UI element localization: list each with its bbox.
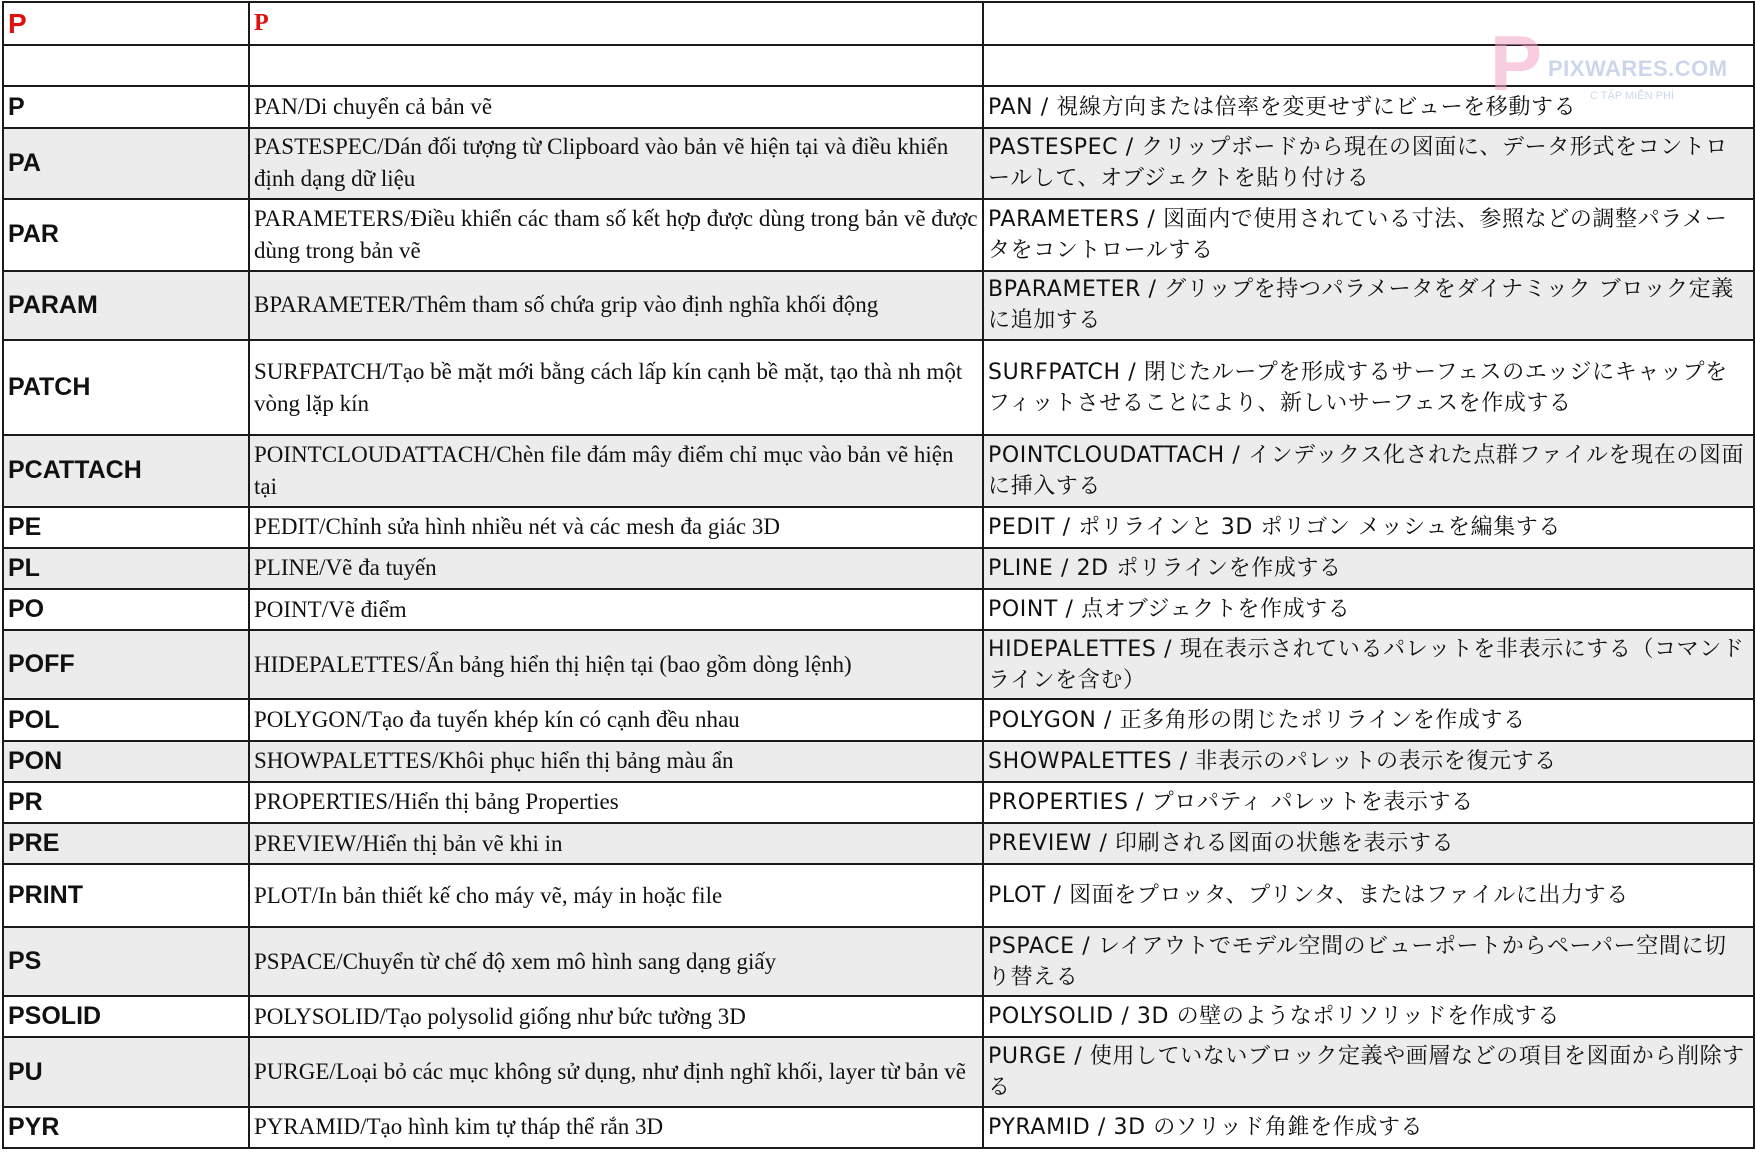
command-shortcut: PS <box>3 927 249 996</box>
table-row <box>3 864 1754 927</box>
japanese-description: PURGE / 使用していないブロック定義や画層などの項目を図面から削除する <box>983 1037 1754 1106</box>
vietnamese-description: PSPACE/Chuyển từ chế độ xem mô hình sang dạng giấy <box>249 927 983 996</box>
table-row <box>3 128 1754 199</box>
vietnamese-description: PAN/Di chuyển cả bản vẽ <box>249 86 983 127</box>
vietnamese-description: SURFPATCH/Tạo bề mặt mới bằng cách lấp kín cạnh bề mặt, tạo thà nh một vòng lặp kín <box>249 340 983 435</box>
vietnamese-description: PARAMETERS/Điều khiển các tham số kết hợp được dùng trong bản vẽ được dùng trong bản vẽ <box>249 199 983 270</box>
command-shortcut: PR <box>3 782 249 823</box>
table-row <box>3 589 1754 630</box>
japanese-description: PYRAMID / 3D のソリッド角錐を作成する <box>983 1107 1754 1148</box>
table-row <box>3 699 1754 740</box>
command-shortcut: POL <box>3 699 249 740</box>
table-row <box>3 86 1754 127</box>
table-row <box>3 927 1754 996</box>
japanese-description: POINT / 点オブジェクトを作成する <box>983 589 1754 630</box>
vietnamese-description: PROPERTIES/Hiển thị bảng Properties <box>249 782 983 823</box>
japanese-description: PREVIEW / 印刷される図面の状態を表示する <box>983 823 1754 864</box>
vietnamese-description: BPARAMETER/Thêm tham số chứa grip vào định nghĩa khối động <box>249 271 983 340</box>
japanese-description: PARAMETERS / 図面内で使用されている寸法、参照などの調整パラメータをコントロールする <box>983 199 1754 270</box>
vietnamese-description: PLINE/Vẽ đa tuyến <box>249 548 983 589</box>
table-row <box>3 741 1754 782</box>
vietnamese-description: SHOWPALETTES/Khôi phục hiển thị bảng màu ẩn <box>249 741 983 782</box>
command-shortcut: PO <box>3 589 249 630</box>
japanese-description: PLOT / 図面をプロッタ、プリンタ、またはファイルに出力する <box>983 864 1754 927</box>
command-shortcut: PL <box>3 548 249 589</box>
command-shortcut: P <box>3 86 249 127</box>
watermark-p-glyph: P <box>1490 19 1543 107</box>
command-shortcut: PARAM <box>3 271 249 340</box>
table-row <box>3 1037 1754 1106</box>
command-shortcut: PATCH <box>3 340 249 435</box>
vietnamese-description: PYRAMID/Tạo hình kim tự tháp thể rắn 3D <box>249 1107 983 1148</box>
table-row <box>3 823 1754 864</box>
japanese-description: BPARAMETER / グリップを持つパラメータをダイナミック ブロック定義に追加する <box>983 271 1754 340</box>
japanese-description: POINTCLOUDATTACH / インデックス化された点群ファイルを現在の図面に挿入する <box>983 435 1754 506</box>
table-row <box>3 199 1754 270</box>
japanese-description: SURFPATCH / 閉じたループを形成するサーフェスのエッジにキャップをフィットさせることにより、新しいサーフェスを作成する <box>983 340 1754 435</box>
table-row <box>3 782 1754 823</box>
spacer-cell <box>249 45 983 86</box>
vietnamese-description: POINTCLOUDATTACH/Chèn file đám mây điểm chỉ mục vào bản vẽ hiện tại <box>249 435 983 506</box>
table-row <box>3 340 1754 435</box>
vietnamese-description: PEDIT/Chỉnh sửa hình nhiều nét và các mesh đa giác 3D <box>249 507 983 548</box>
header-row <box>3 2 1754 45</box>
command-shortcut: PON <box>3 741 249 782</box>
japanese-description: PROPERTIES / プロパティ パレットを表示する <box>983 782 1754 823</box>
header-letter-vi: P <box>249 2 983 45</box>
table-row <box>3 271 1754 340</box>
table-row <box>3 996 1754 1037</box>
japanese-description: HIDEPALETTES / 現在表示されているパレットを非表示にする（コマンド ラインを含む） <box>983 630 1754 699</box>
japanese-description: SHOWPALETTES / 非表示のパレットの表示を復元する <box>983 741 1754 782</box>
spacer-cell <box>3 45 249 86</box>
spacer-cell <box>983 45 1754 86</box>
japanese-description: PSPACE / レイアウトでモデル空間のビューポートからペーパー空間に切り替える <box>983 927 1754 996</box>
vietnamese-description: PREVIEW/Hiển thị bản vẽ khi in <box>249 823 983 864</box>
command-shortcut: PYR <box>3 1107 249 1148</box>
command-shortcut: PE <box>3 507 249 548</box>
vietnamese-description: POLYGON/Tạo đa tuyến khép kín có cạnh đều nhau <box>249 699 983 740</box>
command-shortcut: PU <box>3 1037 249 1106</box>
header-letter: P <box>3 2 249 45</box>
table-row <box>3 1107 1754 1148</box>
vietnamese-description: POINT/Vẽ điểm <box>249 589 983 630</box>
command-shortcut: PRE <box>3 823 249 864</box>
japanese-description: PASTESPEC / クリップボードから現在の図面に、データ形式をコントロールして、オブジェクトを貼り付ける <box>983 128 1754 199</box>
table-row <box>3 548 1754 589</box>
command-shortcut: PRINT <box>3 864 249 927</box>
table-row <box>3 507 1754 548</box>
watermark-tagline: C TẬP MIỄN PHÍ <box>1590 90 1674 102</box>
vietnamese-description: PURGE/Loại bỏ các mục không sử dụng, như định nghĩ khối, layer từ bản vẽ <box>249 1037 983 1106</box>
japanese-description: POLYGON / 正多角形の閉じたポリラインを作成する <box>983 699 1754 740</box>
vietnamese-description: PLOT/In bản thiết kế cho máy vẽ, máy in hoặc file <box>249 864 983 927</box>
command-shortcut: POFF <box>3 630 249 699</box>
japanese-description: PLINE / 2D ポリラインを作成する <box>983 548 1754 589</box>
table-row <box>3 435 1754 506</box>
japanese-description: POLYSOLID / 3D の壁のようなポリソリッドを作成する <box>983 996 1754 1037</box>
table-row <box>3 630 1754 699</box>
japanese-description: PAN / 視線方向または倍率を変更せずにビューを移動する <box>983 86 1754 127</box>
command-shortcut: PA <box>3 128 249 199</box>
vietnamese-description: HIDEPALETTES/Ẩn bảng hiển thị hiện tại (bao gồm dòng lệnh) <box>249 630 983 699</box>
vietnamese-description: POLYSOLID/Tạo polysolid giống như bức tường 3D <box>249 996 983 1037</box>
header-blank <box>983 2 1754 45</box>
spacer-row <box>3 45 1754 86</box>
watermark-brand: PIXWARES.COM <box>1548 56 1728 81</box>
command-table <box>2 1 1755 1149</box>
command-shortcut: PAR <box>3 199 249 270</box>
command-shortcut: PSOLID <box>3 996 249 1037</box>
japanese-description: PEDIT / ポリラインと 3D ポリゴン メッシュを編集する <box>983 507 1754 548</box>
vietnamese-description: PASTESPEC/Dán đối tượng từ Clipboard vào bản vẽ hiện tại và điều khiển định dạng dữ liệu <box>249 128 983 199</box>
command-shortcut: PCATTACH <box>3 435 249 506</box>
